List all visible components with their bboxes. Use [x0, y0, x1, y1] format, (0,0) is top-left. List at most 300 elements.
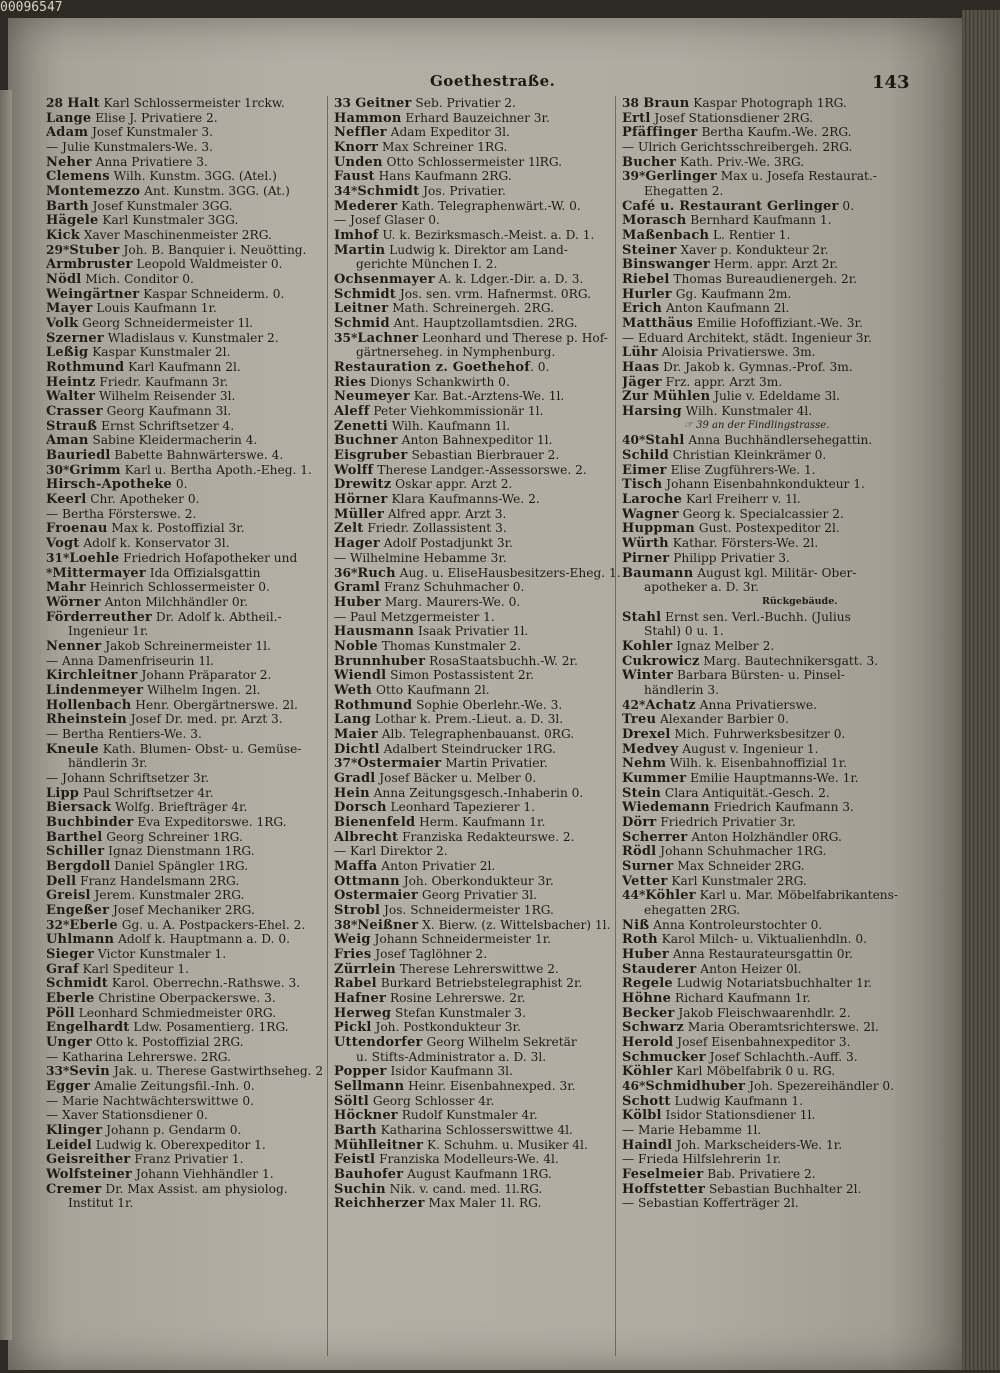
resident-details: Simon Postassistent 2r. — [386, 668, 534, 683]
resident-surname: Baumann — [622, 565, 694, 581]
directory-entry — [622, 1196, 912, 1211]
resident-surname: Hein — [334, 785, 370, 801]
directory-entry — [334, 756, 624, 771]
resident-details: Jakob Fleischwaarenhdlr. 2. — [674, 1005, 851, 1020]
directory-entry — [334, 360, 624, 375]
directory-entry — [622, 918, 912, 933]
directory-entry — [334, 96, 624, 111]
resident-details: August kgl. Militär- Ober- — [693, 565, 857, 580]
resident-surname: Unden — [334, 154, 383, 170]
resident-details: A. k. Ldger.-Dir. a. D. 3. — [434, 272, 584, 287]
resident-surname: Ochsenmayer — [334, 272, 435, 287]
resident-details: — Anna Damenfriseurin 1l. — [46, 653, 214, 668]
directory-entry — [334, 404, 624, 419]
resident-surname: Huber — [622, 946, 669, 962]
resident-surname: Ertl — [622, 110, 651, 126]
directory-entry-continuation — [622, 903, 912, 918]
directory-entry — [334, 389, 624, 404]
resident-details: Jerem. Kunstmaler 2RG. — [90, 888, 245, 903]
resident-surname: Stauderer — [622, 961, 697, 977]
resident-details: Georg Schreiner 1RG. — [102, 829, 243, 844]
resident-details: Karl Spediteur 1. — [78, 961, 189, 976]
resident-details: Josef Kunstmaler 3GG. — [88, 198, 233, 213]
directory-entry-continuation — [334, 1050, 624, 1065]
directory-entry — [46, 492, 336, 507]
directory-entry — [622, 111, 912, 126]
resident-surname: Mederer — [334, 198, 398, 214]
house-number: 46* — [622, 1079, 646, 1094]
resident-details: Jakob Schreinermeister 1l. — [101, 638, 271, 653]
directory-entry — [334, 301, 624, 316]
resident-details: gerichte München I. 2. — [356, 257, 498, 272]
house-number: 32* — [46, 917, 70, 932]
resident-details: Georg Privatier 3l. — [418, 888, 537, 903]
directory-entry — [334, 140, 624, 155]
resident-surname: Zenetti — [334, 418, 388, 434]
directory-entry — [622, 1152, 912, 1167]
resident-surname: Schmid — [334, 316, 390, 331]
directory-entry — [334, 1094, 624, 1109]
resident-details: Kath. Blumen- Obst- u. Gemüse- — [98, 741, 302, 756]
resident-surname: Kölbl — [622, 1108, 662, 1124]
directory-entry — [334, 947, 624, 962]
resident-details: Maria Oberamtsrichterswe. 2l. — [684, 1020, 879, 1035]
resident-surname: Hollenbach — [46, 697, 132, 713]
resident-details: Amalie Zeitungsfil.-Inh. 0. — [90, 1079, 255, 1094]
house-number: 37* — [334, 756, 358, 771]
directory-entry — [334, 815, 624, 830]
resident-surname: Rothmund — [46, 360, 125, 375]
resident-surname: Sieger — [46, 946, 95, 962]
resident-details: Richard Kaufmann 1r. — [671, 990, 811, 1005]
resident-details: Karl Möbelfabrik 0 u. RG. — [672, 1064, 836, 1079]
directory-entry — [46, 111, 336, 126]
resident-details: Sebastian Buchhalter 2l. — [705, 1181, 862, 1196]
resident-surname: Würth — [622, 536, 669, 551]
resident-surname: Barth — [46, 198, 89, 214]
resident-details: Jos. sen. vrm. Hafnermst. 0RG. — [395, 286, 591, 301]
directory-entry — [334, 668, 624, 683]
directory-entry — [334, 199, 624, 214]
directory-entry — [622, 1182, 912, 1197]
resident-details: Ant. Kunstm. 3GG. (At.) — [140, 184, 290, 199]
resident-details: Adalbert Steindrucker 1RG. — [379, 741, 556, 756]
directory-entry-continuation — [334, 257, 624, 272]
resident-details: Dr. Max Assist. am physiolog. — [101, 1181, 288, 1196]
resident-surname: Wagner — [622, 506, 679, 522]
resident-details: — Bertha Rentiers-We. 3. — [46, 726, 202, 741]
resident-details: Aug. u. EliseHausbesitzers-Eheg. 1. — [395, 565, 621, 580]
resident-details: K. Schuhm. u. Musiker 4l. — [423, 1137, 588, 1152]
directory-entry — [46, 521, 336, 536]
resident-surname: Keerl — [46, 492, 87, 507]
directory-entry — [46, 228, 336, 243]
resident-surname: Niß — [622, 917, 650, 933]
resident-surname: Riebel — [622, 272, 670, 287]
directory-entry — [622, 433, 912, 448]
cross-reference-note: ☞ 39 an der Findlingstrasse. — [684, 419, 830, 431]
resident-surname: Maßenbach — [622, 228, 710, 243]
directory-entry — [46, 962, 336, 977]
directory-entry — [334, 375, 624, 390]
resident-surname: Mayer — [46, 301, 93, 317]
resident-details: Emilie Hauptmanns-We. 1r. — [686, 770, 859, 785]
resident-surname: Binswanger — [622, 257, 710, 273]
directory-entry — [334, 654, 624, 669]
directory-entry — [622, 712, 912, 727]
directory-entry — [334, 536, 624, 551]
directory-entry — [46, 287, 336, 302]
directory-entry-continuation — [622, 624, 912, 639]
page-edge-stack — [962, 10, 1000, 1370]
resident-details: Thomas Kunstmaler 2. — [377, 638, 521, 653]
directory-entry — [46, 874, 336, 889]
directory-entry — [334, 551, 624, 566]
resident-details: Peter Viehkommissionär 1l. — [369, 404, 544, 419]
directory-entry — [46, 1094, 336, 1109]
resident-details: — Sebastian Kofferträger 2l. — [622, 1196, 799, 1211]
resident-details: Aloisia Privatierswe. 3m. — [657, 345, 816, 360]
resident-surname: Hurler — [622, 286, 672, 302]
resident-surname: Volk — [46, 316, 79, 331]
resident-surname: Mühlleitner — [334, 1137, 424, 1153]
directory-entry — [334, 492, 624, 507]
resident-details: Anna Zeitungsgesch.-Inhaberin 0. — [369, 785, 584, 800]
resident-details: Johann Eisenbahnkondukteur 1. — [662, 477, 865, 492]
resident-surname: Braun — [643, 96, 690, 111]
resident-surname: Ottmann — [334, 873, 400, 889]
resident-details: Karol. Oberrechn.-Rathswe. 3. — [107, 976, 301, 991]
resident-details: Henr. Obergärtnerswe. 2l. — [131, 697, 298, 712]
directory-entry — [334, 477, 624, 492]
resident-surname: Schmidt — [357, 184, 420, 199]
resident-details: Josef Schlachth.-Auff. 3. — [705, 1049, 858, 1064]
resident-details: Paul Schriftsetzer 4r. — [79, 785, 214, 800]
directory-entry — [622, 727, 912, 742]
resident-surname: Laroche — [622, 492, 683, 507]
resident-details: Anton Milchhändler 0r. — [100, 594, 248, 609]
resident-details: Wolfg. Briefträger 4r. — [111, 800, 248, 815]
directory-entry — [334, 918, 624, 933]
resident-surname: Sellmann — [334, 1079, 405, 1094]
resident-details: Josef Dr. med. pr. Arzt 3. — [126, 712, 283, 727]
resident-details: Karl Kunstmaler 3GG. — [98, 213, 239, 228]
resident-surname: Neumeyer — [334, 389, 410, 405]
resident-details: Ludwig Notariatsbuchhalter 1r. — [672, 976, 873, 991]
resident-surname: Bauhofer — [334, 1167, 404, 1182]
resident-surname: Grimm — [69, 462, 121, 478]
resident-details: Anna Kontroleurstochter 0. — [649, 917, 823, 932]
resident-details: August Kaufmann 1RG. — [403, 1167, 552, 1182]
directory-entry — [334, 1064, 624, 1079]
resident-surname: Rothmund — [334, 697, 413, 713]
resident-details: Friedr. Kaufmann 3r. — [95, 374, 229, 389]
resident-surname: Heintz — [46, 374, 96, 390]
resident-surname: Engeßer — [46, 902, 110, 918]
resident-details: Georg Wilhelm Sekretär — [422, 1035, 577, 1049]
resident-surname: Noble — [334, 638, 378, 654]
resident-surname: Jäger — [622, 374, 662, 390]
directory-entry — [622, 463, 912, 478]
resident-details: Adolf k. Hauptmann a. D. 0. — [114, 932, 291, 947]
resident-details: Wilh. Kunstmaler 4l. — [681, 404, 813, 419]
directory-entry — [622, 375, 912, 390]
resident-details: Georg Schneidermeister 1l. — [78, 316, 254, 331]
resident-details: Burkard Betriebstelegraphist 2r. — [376, 976, 583, 991]
directory-entry — [622, 272, 912, 287]
resident-details: Karl Freiherr v. 1l. — [682, 492, 801, 507]
resident-details: Ant. Hauptzollamtsdien. 2RG. — [389, 316, 578, 331]
directory-entry — [334, 1020, 624, 1035]
directory-entry — [46, 360, 336, 375]
resident-surname: Schmucker — [622, 1049, 706, 1065]
resident-surname: Hausmann — [334, 624, 415, 639]
directory-entry — [46, 1020, 336, 1035]
directory-entry — [622, 654, 912, 669]
resident-details: Anna Privatiere 3. — [91, 154, 208, 169]
resident-details: Otto k. Postoffizial 2RG. — [92, 1035, 244, 1049]
resident-surname: Wiedemann — [622, 800, 710, 815]
resident-surname: Greisl — [46, 888, 91, 903]
resident-details: Josef Eisenbahnexpeditor 3. — [673, 1035, 851, 1049]
resident-surname: Kohler — [622, 638, 673, 654]
resident-details: Anton Kaufmann 2l. — [662, 301, 790, 316]
directory-entry — [334, 1035, 624, 1050]
resident-surname: Hirsch-Apotheke — [46, 477, 173, 493]
resident-details: Ernst sen. Verl.-Buchh. (Julius — [661, 609, 851, 624]
resident-surname: Maier — [334, 726, 378, 742]
directory-entry — [622, 1079, 912, 1094]
directory-entry — [622, 257, 912, 272]
directory-entry — [622, 492, 912, 507]
resident-details: Babette Bahnwärterswe. 4. — [110, 448, 284, 463]
resident-details: ehegatten 2RG. — [644, 902, 741, 917]
directory-entry — [46, 1064, 336, 1079]
resident-surname: Huppman — [622, 521, 695, 537]
directory-entry — [46, 859, 336, 874]
directory-entry — [46, 536, 336, 551]
directory-entry — [46, 184, 336, 199]
directory-entry — [334, 419, 624, 434]
resident-details: Oskar appr. Arzt 2. — [391, 477, 513, 492]
directory-entry — [622, 639, 912, 654]
resident-surname: Lachner — [357, 330, 419, 346]
directory-entry — [334, 771, 624, 786]
resident-details: Karl u. Bertha Apoth.-Eheg. 1. — [120, 462, 312, 477]
resident-surname: Herweg — [334, 1005, 392, 1021]
directory-entry — [46, 844, 336, 859]
directory-entry — [622, 756, 912, 771]
resident-surname: Scherrer — [622, 829, 688, 845]
directory-entry — [46, 668, 336, 683]
resident-details: Wladislaus v. Kunstmaler 2. — [103, 330, 279, 345]
resident-details: Louis Kaufmann 1r. — [92, 301, 217, 316]
resident-surname: Becker — [622, 1005, 675, 1021]
resident-details: X. Bierw. (z. Wittelsbacher) 1l. — [418, 917, 611, 932]
house-number: 33 — [334, 96, 356, 110]
resident-surname: Bucher — [622, 154, 677, 170]
resident-surname: Pfäffinger — [622, 125, 698, 141]
directory-entry — [622, 551, 912, 566]
resident-surname: Rabel — [334, 976, 377, 991]
directory-entry — [622, 859, 912, 874]
directory-entry — [334, 1006, 624, 1021]
resident-surname: Adam — [46, 125, 89, 141]
resident-surname: Froenau — [46, 521, 108, 537]
directory-entry — [46, 1006, 336, 1021]
resident-details: Adam Expeditor 3l. — [386, 125, 510, 140]
resident-details: Gg. Kaufmann 2m. — [671, 286, 792, 301]
resident-details: Isaak Privatier 1l. — [414, 624, 529, 639]
resident-details: Julie v. Edeldame 3l. — [710, 389, 841, 404]
resident-surname: Lindenmeyer — [46, 682, 144, 698]
directory-entry — [334, 507, 624, 522]
resident-details: Heinrich Schlossermeister 0. — [85, 580, 270, 595]
resident-details: Anna Buchhändlersehegattin. — [684, 433, 873, 448]
directory-entry — [622, 140, 912, 155]
resident-surname: Winter — [622, 668, 674, 683]
resident-details: Kaspar Photograph 1RG. — [689, 96, 847, 110]
directory-entry — [334, 1108, 624, 1123]
house-number: 39* — [622, 169, 646, 184]
directory-entry — [46, 830, 336, 845]
directory-entry — [46, 947, 336, 962]
directory-entry — [622, 815, 912, 830]
directory-entry — [622, 169, 912, 184]
directory-entry — [334, 1152, 624, 1167]
resident-surname: Aleff — [334, 404, 370, 419]
resident-details: Barbara Bürsten- u. Pinsel- — [673, 668, 845, 683]
resident-details: Kath. Telegraphenwärt.-W. 0. — [397, 198, 581, 213]
resident-details: Johann p. Gendarm 0. — [102, 1123, 242, 1138]
resident-surname: Neffler — [334, 125, 387, 141]
resident-details: — Josef Glaser 0. — [334, 213, 440, 228]
resident-details: Kaspar Schneiderm. 0. — [139, 286, 285, 301]
directory-entry — [334, 213, 624, 228]
resident-surname: Strauß — [46, 418, 98, 434]
resident-details: Joh. Oberkondukteur 3r. — [399, 873, 554, 888]
directory-entry — [46, 1167, 336, 1182]
resident-details: Sophie Oberlehr.-We. 3. — [412, 697, 563, 712]
directory-entry — [334, 888, 624, 903]
directory-entry — [46, 155, 336, 170]
resident-surname: Hafner — [334, 990, 387, 1006]
resident-surname: Müller — [334, 506, 385, 522]
directory-entry — [46, 243, 336, 258]
resident-details: Karol Milch- u. Viktualienhdln. 0. — [657, 932, 867, 947]
street-title: Goethestraße. — [430, 72, 556, 90]
resident-surname: Szerner — [46, 330, 104, 346]
resident-details: Franz Handelsmann 2RG. — [76, 873, 240, 888]
directory-entry — [622, 345, 912, 360]
resident-surname: Zürrlein — [334, 961, 396, 977]
directory-entry — [334, 800, 624, 815]
resident-surname: Martin — [334, 242, 386, 258]
directory-entry — [46, 888, 336, 903]
directory-entry — [46, 316, 336, 331]
directory-entry — [46, 140, 336, 155]
resident-surname: Erich — [622, 301, 663, 317]
directory-entry — [622, 331, 912, 346]
resident-details: Klara Kaufmanns-We. 2. — [387, 492, 540, 507]
resident-details: Dr. Adolf k. Abtheil.- — [152, 609, 282, 624]
directory-entry — [622, 1138, 912, 1153]
directory-column-1 — [46, 96, 336, 1211]
directory-entry — [334, 859, 624, 874]
resident-details: Lothar k. Prem.-Lieut. a. D. 3l. — [370, 712, 564, 727]
directory-entry — [622, 213, 912, 228]
resident-surname: Drexel — [622, 726, 671, 742]
resident-details: Joh. Postkondukteur 3r. — [371, 1020, 521, 1035]
directory-entry — [334, 830, 624, 845]
resident-details: Franziska Redakteurswe. 2. — [398, 829, 575, 844]
directory-entry — [334, 580, 624, 595]
resident-surname: Uttendorfer — [334, 1035, 423, 1050]
resident-surname: Wörner — [46, 594, 101, 610]
resident-details: Josef Taglöhner 2. — [371, 946, 488, 961]
directory-entry — [334, 1182, 624, 1197]
directory-entry — [622, 991, 912, 1006]
resident-details: Alexander Barbier 0. — [656, 712, 789, 727]
resident-details: Ignaz Dienstmann 1RG. — [104, 844, 255, 859]
directory-entry — [46, 213, 336, 228]
resident-surname: Engelhardt — [46, 1020, 130, 1035]
resident-details: Math. Schreinergeh. 2RG. — [388, 301, 555, 316]
resident-surname: Lühr — [622, 345, 658, 361]
directory-entry-continuation — [334, 345, 624, 360]
resident-details: Max Maler 1l. RG. — [424, 1196, 542, 1211]
resident-surname: Schild — [622, 448, 669, 463]
resident-details: — Bertha Försterswe. 2. — [46, 506, 197, 521]
directory-entry — [46, 404, 336, 419]
resident-surname: Steiner — [622, 242, 677, 258]
directory-entry — [334, 903, 624, 918]
resident-details: Otto Schlossermeister 1lRG. — [382, 154, 563, 169]
resident-surname: Höckner — [334, 1108, 398, 1124]
directory-entry — [622, 844, 912, 859]
resident-details: — Ulrich Gerichtsschreibergeh. 2RG. — [622, 140, 853, 155]
resident-details: Bernhard Kaufmann 1. — [686, 213, 832, 228]
resident-surname: Brunnhuber — [334, 653, 426, 669]
directory-entry — [622, 976, 912, 991]
directory-entry — [334, 448, 624, 463]
house-number: 34* — [334, 184, 358, 199]
directory-entry — [46, 96, 336, 111]
resident-details: Anna Restaurateursgattin 0r. — [668, 946, 853, 961]
resident-details: Ldw. Posamentierg. 1RG. — [129, 1020, 289, 1035]
directory-entry — [334, 521, 624, 536]
resident-details: Wilhelm Reisender 3l. — [95, 389, 236, 404]
resident-surname: Zelt — [334, 521, 364, 537]
resident-surname: Klinger — [46, 1123, 103, 1138]
directory-entry — [622, 742, 912, 757]
directory-entry — [334, 742, 624, 757]
directory-entry — [622, 932, 912, 947]
resident-details: Mich. Fuhrwerksbesitzer 0. — [670, 726, 846, 741]
directory-entry — [46, 125, 336, 140]
directory-entry — [46, 903, 336, 918]
resident-surname: Leßig — [46, 345, 89, 361]
resident-details: Sebastian Bierbrauer 2. — [407, 448, 560, 463]
resident-surname: Ostermaier — [357, 756, 442, 771]
house-number: 31* — [46, 550, 70, 565]
directory-entry — [622, 155, 912, 170]
directory-entry — [622, 1094, 912, 1109]
resident-details: Alb. Telegraphenbauanst. 0RG. — [377, 726, 575, 741]
directory-entry — [334, 712, 624, 727]
house-number: 35* — [334, 330, 358, 345]
directory-column-2 — [334, 96, 624, 1211]
